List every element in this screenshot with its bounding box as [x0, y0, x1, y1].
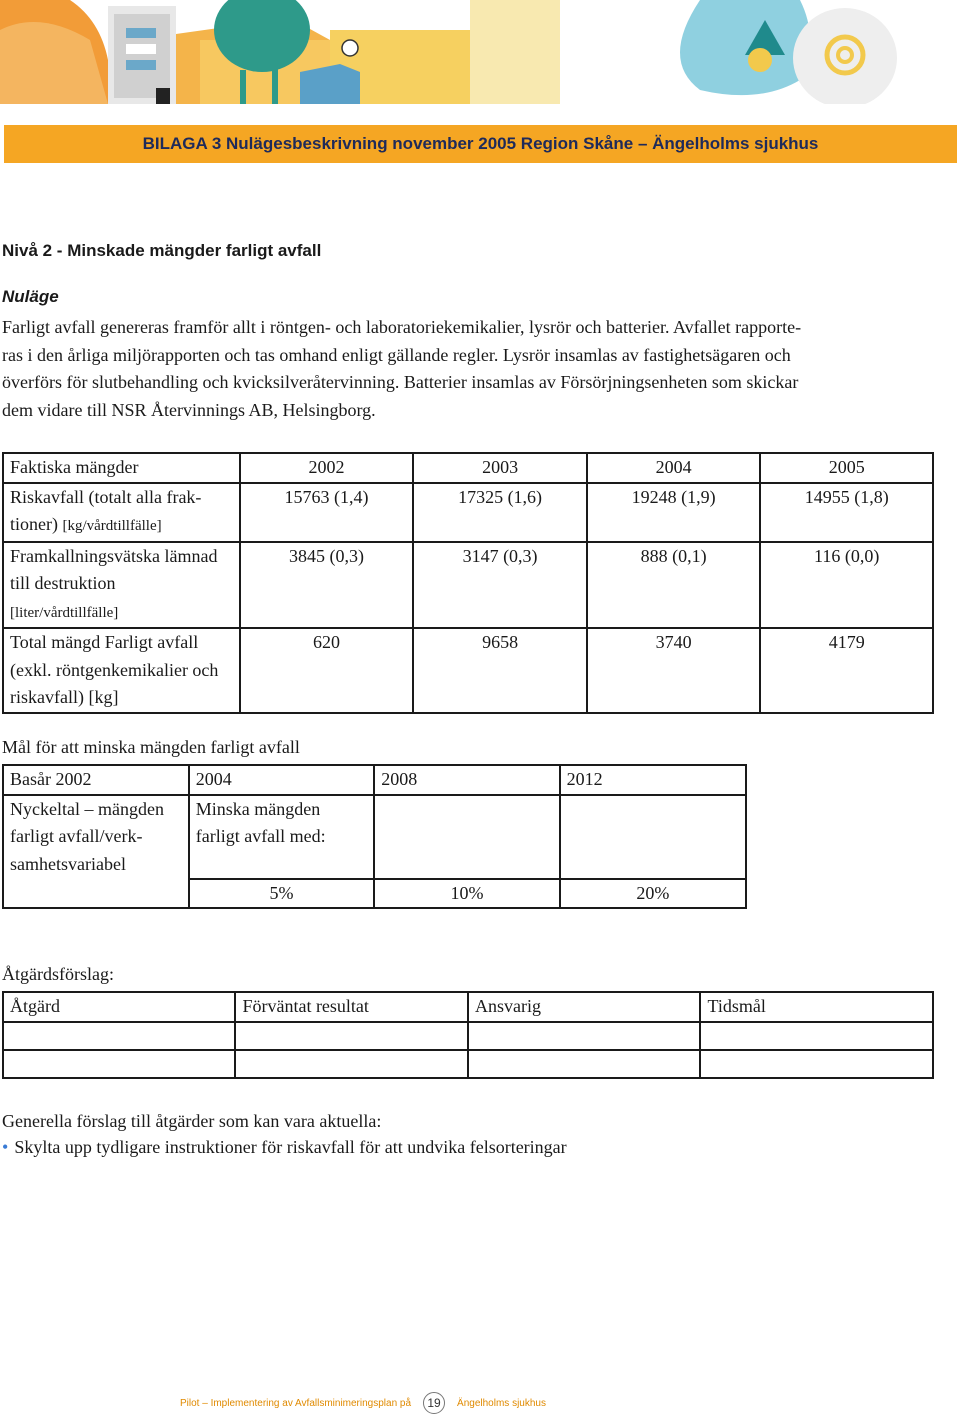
table-row [3, 1022, 933, 1050]
table-cell [560, 795, 746, 879]
table-header-cell: 2012 [560, 765, 746, 795]
status-paragraph [2, 314, 942, 424]
page-footer [180, 1392, 546, 1414]
row-label: Framkallningsvätska lämnad till destruktion [10, 545, 218, 593]
row-label-cell [3, 542, 240, 629]
section-heading: Nivå 2 - Minskade mängder farligt avfall [2, 241, 322, 260]
table-cell: 3147 (0,3) [413, 542, 587, 629]
table-cell: 888 (0,1) [587, 542, 761, 629]
row-label-cell [3, 483, 240, 542]
paragraph-line: överförs för slutbehandling och kvicksilveråtervinning. Batterier insamlas av Försörjningsenheten som skickar [2, 372, 799, 392]
table-cell [3, 1022, 235, 1050]
table-header-row [3, 765, 746, 795]
table-header-cell: Faktiska mängder [3, 453, 240, 483]
table-cell [700, 1050, 933, 1078]
table-header-cell: Tidsmål [700, 992, 933, 1022]
table-row [3, 542, 933, 629]
banner-illustration [0, 0, 960, 104]
percentage-cell: 20% [560, 879, 746, 909]
table-cell [235, 1050, 468, 1078]
percentage-cell: 5% [189, 879, 375, 909]
goals-table [2, 764, 747, 909]
table-cell [468, 1050, 701, 1078]
table-row [3, 628, 933, 713]
goals-title: Mål för att minska mängden farligt avfall [2, 737, 300, 757]
table-cell: 14955 (1,8) [760, 483, 933, 542]
paragraph-line: Farligt avfall genereras framför allt i röntgen- och laboratoriekemikalier, lysrör och batterier. Avfallet rapporte- [2, 317, 802, 337]
table-cell [3, 1050, 235, 1078]
row-unit: [liter/vårdtillfälle] [10, 604, 119, 621]
reduce-label-cell: Minska mängden farligt avfall med: [189, 795, 375, 879]
table-header-row [3, 453, 933, 483]
table-cell [374, 795, 559, 879]
table-row [3, 795, 746, 879]
table-cell: 620 [240, 628, 414, 713]
table-cell [235, 1022, 468, 1050]
percentage-cell: 10% [374, 879, 559, 909]
table-header-cell: 2003 [413, 453, 587, 483]
paragraph-line: ras i den årliga miljörapporten och tas omhand enligt gällande regler. Lysrör insamlas av fastighetsägaren och [2, 344, 791, 365]
table-row [3, 483, 933, 542]
section-subheading: Nuläge [2, 287, 59, 306]
row-unit: [kg/vårdtillfälle] [62, 518, 162, 534]
list-item [2, 1137, 567, 1158]
document-header-bar [4, 125, 957, 163]
table-cell: 19248 (1,9) [587, 483, 761, 542]
table-header-cell: 2004 [587, 453, 761, 483]
table-header-cell: Basår 2002 [3, 765, 189, 795]
table-header-cell: 2002 [240, 453, 414, 483]
indicator-cell: Nyckeltal – mängden farligt avfall/verk- samhetsvariabel [3, 795, 189, 909]
table-cell: 9658 [413, 628, 587, 713]
general-suggestions-title: Generella förslag till åtgärder som kan vara aktuella: [2, 1111, 382, 1131]
row-label: Riskavfall (totalt alla frak- tioner) [10, 486, 202, 534]
list-item-text: Skylta upp tydligare instruktioner för riskavfall för att undvika felsorteringar [14, 1137, 567, 1157]
table-header-row [3, 992, 933, 1022]
table-cell: 17325 (1,6) [413, 483, 587, 542]
actions-table [2, 991, 934, 1079]
table-cell: 116 (0,0) [760, 542, 933, 629]
amounts-table [2, 452, 934, 714]
table-header-cell: 2004 [189, 765, 375, 795]
document-title: BILAGA 3 Nulägesbeskrivning november 2005 Region Skåne – Ängelholms sjukhus [142, 134, 819, 153]
page-number: 19 [423, 1392, 445, 1414]
table-row [3, 1050, 933, 1078]
row-label-cell [3, 628, 240, 713]
bullet-icon: • [2, 1137, 9, 1157]
table-cell: 15763 (1,4) [240, 483, 414, 542]
table-header-cell: Ansvarig [468, 992, 701, 1022]
table-cell: 4179 [760, 628, 933, 713]
table-header-cell: Förväntat resultat [235, 992, 468, 1022]
table-header-cell: 2005 [760, 453, 933, 483]
actions-title: Åtgärdsförslag: [2, 964, 114, 984]
table-cell [468, 1022, 701, 1050]
table-cell: 3740 [587, 628, 761, 713]
table-cell [700, 1022, 933, 1050]
table-header-cell: 2008 [374, 765, 559, 795]
footer-right-text: Ängelholms sjukhus [457, 1397, 546, 1409]
table-header-cell: Åtgärd [3, 992, 235, 1022]
table-cell: 3845 (0,3) [240, 542, 414, 629]
paragraph-line: dem vidare till NSR Återvinnings AB, Helsingborg. [2, 399, 376, 420]
footer-left-text: Pilot – Implementering av Avfallsminimeringsplan på [180, 1397, 412, 1409]
row-label: Total mängd Farligt avfall (exkl. röntgenkemikalier och riskavfall) [kg] [10, 632, 219, 707]
